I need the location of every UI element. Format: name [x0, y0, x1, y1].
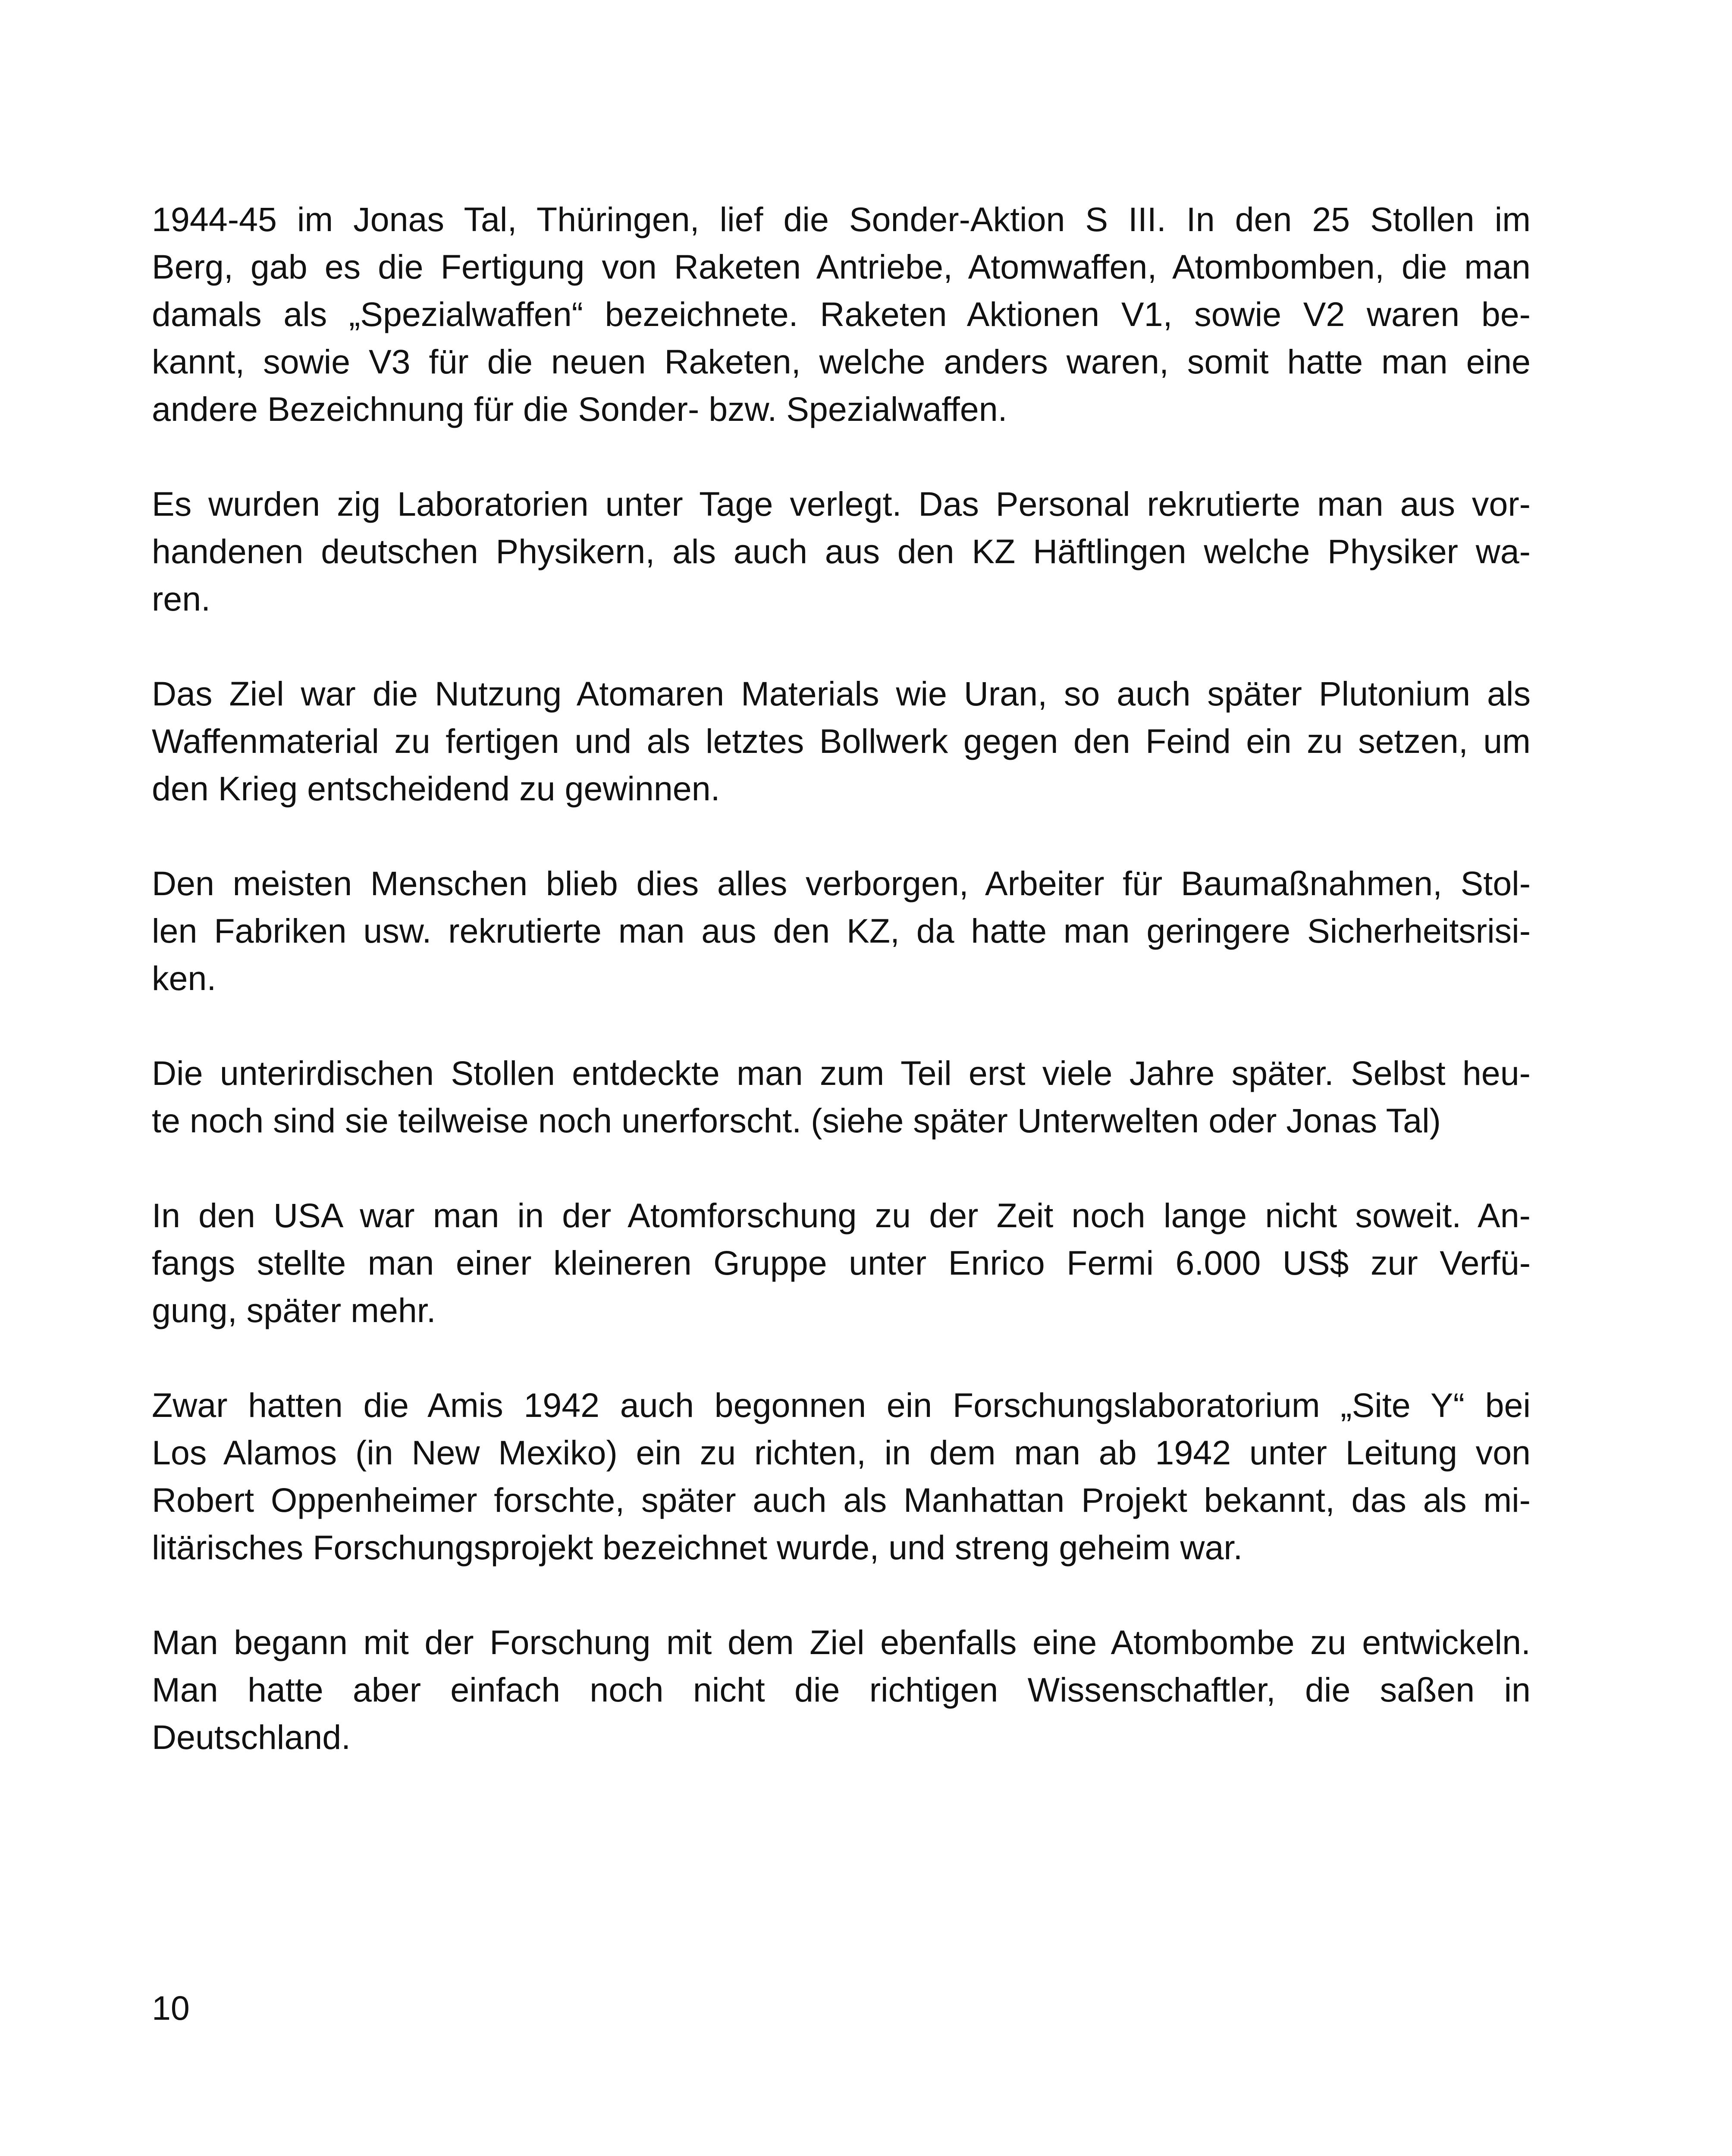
text-line: ken. [152, 959, 216, 997]
text-line: Den meisten Menschen blieb dies alles verborgen, Arbeiter für Baumaßnahmen, Stol- [152, 864, 1531, 903]
text-line: ren. [152, 580, 211, 618]
body-text [152, 196, 1531, 1808]
text-line: Die unterirdischen Stollen entdeckte man zum Teil erst viele Jahre später. Selbst heu- [152, 1054, 1531, 1092]
text-line: Das Ziel war die Nutzung Atomaren Materials wie Uran, so auch später Plutonium als [152, 674, 1531, 713]
paragraph-3 [152, 670, 1531, 812]
paragraph-7 [152, 1382, 1531, 1571]
text-line: Man begann mit der Forschung mit dem Ziel ebenfalls eine Atombombe zu entwickeln. [152, 1623, 1531, 1661]
text-line: 1944-45 im Jonas Tal, Thüringen, lief die Sonder-Aktion S III. In den 25 Stollen im [152, 200, 1531, 238]
paragraph-8 [152, 1619, 1531, 1761]
text-line: Waffenmaterial zu fertigen und als letztes Bollwerk gegen den Feind ein zu setzen, um [152, 722, 1531, 760]
text-line: kannt, sowie V3 für die neuen Raketen, welche anders waren, somit hatte man eine [152, 342, 1531, 381]
text-line: Es wurden zig Laboratorien unter Tage verlegt. Das Personal rekrutierte man aus vor- [152, 485, 1531, 523]
paragraph-4 [152, 860, 1531, 1002]
text-line: gung, später mehr. [152, 1291, 436, 1329]
text-line: Los Alamos (in New Mexiko) ein zu richten, in dem man ab 1942 unter Leitung von [152, 1433, 1531, 1472]
text-line: andere Bezeichnung für die Sonder- bzw. Spezialwaffen. [152, 390, 1007, 428]
text-line: litärisches Forschungsprojekt bezeichnet wurde, und streng geheim war. [152, 1528, 1243, 1567]
text-line: Man hatte aber einfach noch nicht die richtigen Wissenschaftler, die saßen in [152, 1670, 1531, 1709]
text-line: Robert Oppenheimer forschte, später auch als Manhattan Projekt bekannt, das als mi- [152, 1481, 1531, 1519]
paragraph-2 [152, 480, 1531, 623]
text-line: te noch sind sie teilweise noch unerforscht. (siehe später Unterwelten oder Jonas Tal) [152, 1101, 1441, 1140]
text-line: Deutschland. [152, 1718, 351, 1756]
page-number: 10 [152, 1989, 190, 2027]
text-line: damals als „Spezialwaffen“ bezeichnete. Raketen Aktionen V1, sowie V2 waren be- [152, 295, 1531, 333]
text-line: handenen deutschen Physikern, als auch aus den KZ Häftlingen welche Physiker wa- [152, 532, 1531, 570]
text-line: len Fabriken usw. rekrutierte man aus den KZ, da hatte man geringere Sicherheitsrisi- [152, 912, 1531, 950]
text-line: Berg, gab es die Fertigung von Raketen Antriebe, Atomwaffen, Atombomben, die man [152, 248, 1531, 286]
paragraph-5 [152, 1050, 1531, 1144]
text-line: Zwar hatten die Amis 1942 auch begonnen ein Forschungslaboratorium „Site Y“ bei [152, 1386, 1531, 1424]
paragraph-1 [152, 196, 1531, 433]
text-line: fangs stellte man einer kleineren Gruppe unter Enrico Fermi 6.000 US$ zur Verfü- [152, 1244, 1531, 1282]
paragraph-6 [152, 1192, 1531, 1334]
text-line: den Krieg entscheidend zu gewinnen. [152, 769, 720, 808]
text-line: In den USA war man in der Atomforschung zu der Zeit noch lange nicht soweit. An- [152, 1196, 1531, 1235]
